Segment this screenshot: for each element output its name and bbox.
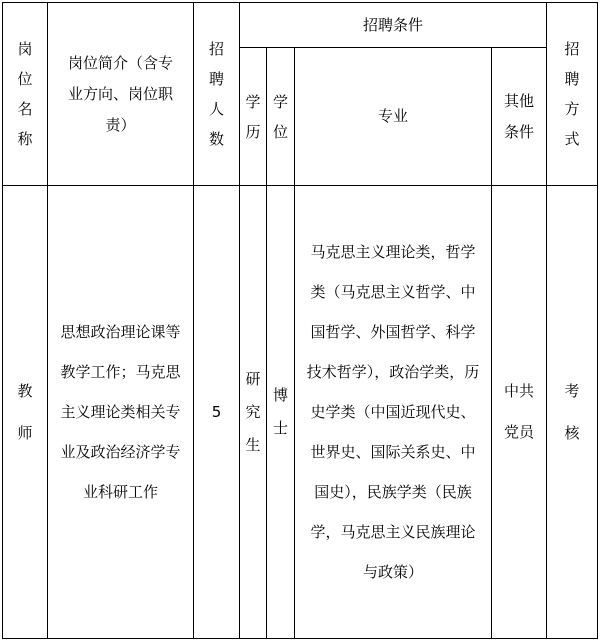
cell-education-text: 研究生 <box>245 369 261 454</box>
header-position-intro-text: 岗位简介（含专业方向、岗位职责） <box>67 53 173 134</box>
header-method-text: 招聘方式 <box>564 40 580 148</box>
header-position-name <box>3 3 48 186</box>
cell-method <box>547 186 598 639</box>
cell-position-name <box>3 186 48 639</box>
header-education <box>240 48 267 186</box>
header-requirements: 招聘条件 <box>240 3 547 48</box>
cell-position-intro-text: 思想政治理论课等教学工作；马克思主义理论类相关专业及政治经济学专业科研工作 <box>60 323 181 501</box>
cell-other-conditions <box>492 186 547 639</box>
header-headcount-text: 招聘人数 <box>208 40 224 148</box>
cell-degree <box>267 186 295 639</box>
cell-education <box>240 186 267 639</box>
header-row <box>3 3 598 48</box>
cell-major <box>295 186 492 639</box>
header-degree-text: 学位 <box>272 92 288 141</box>
table-row <box>3 186 598 639</box>
header-degree <box>267 48 295 186</box>
cell-major-text: 马克思主义理论类，哲学类（马克思主义哲学、中国哲学、外国哲学、科学技术哲学），政治学类，历史学类（中国近现代史、世界史、国际关系史、中国史），民族学类（民族学，马克思主义民族理论与政策） <box>306 243 480 581</box>
header-position-intro <box>48 3 194 186</box>
header-education-text: 学历 <box>245 92 261 141</box>
cell-headcount: 5 <box>194 186 240 639</box>
header-position-name-text: 岗位名称 <box>17 40 33 148</box>
cell-degree-text: 博士 <box>272 386 288 437</box>
header-major: 专业 <box>295 48 492 186</box>
cell-method-text: 考核 <box>564 382 580 442</box>
header-method <box>547 3 598 186</box>
header-other-conditions <box>492 48 547 186</box>
header-other-conditions-text: 其他条件 <box>504 91 535 141</box>
recruitment-table <box>2 2 598 639</box>
header-headcount <box>194 3 240 186</box>
cell-other-conditions-text: 中共党员 <box>504 382 535 441</box>
cell-position-name-text: 教师 <box>17 382 33 442</box>
cell-position-intro <box>48 186 194 639</box>
